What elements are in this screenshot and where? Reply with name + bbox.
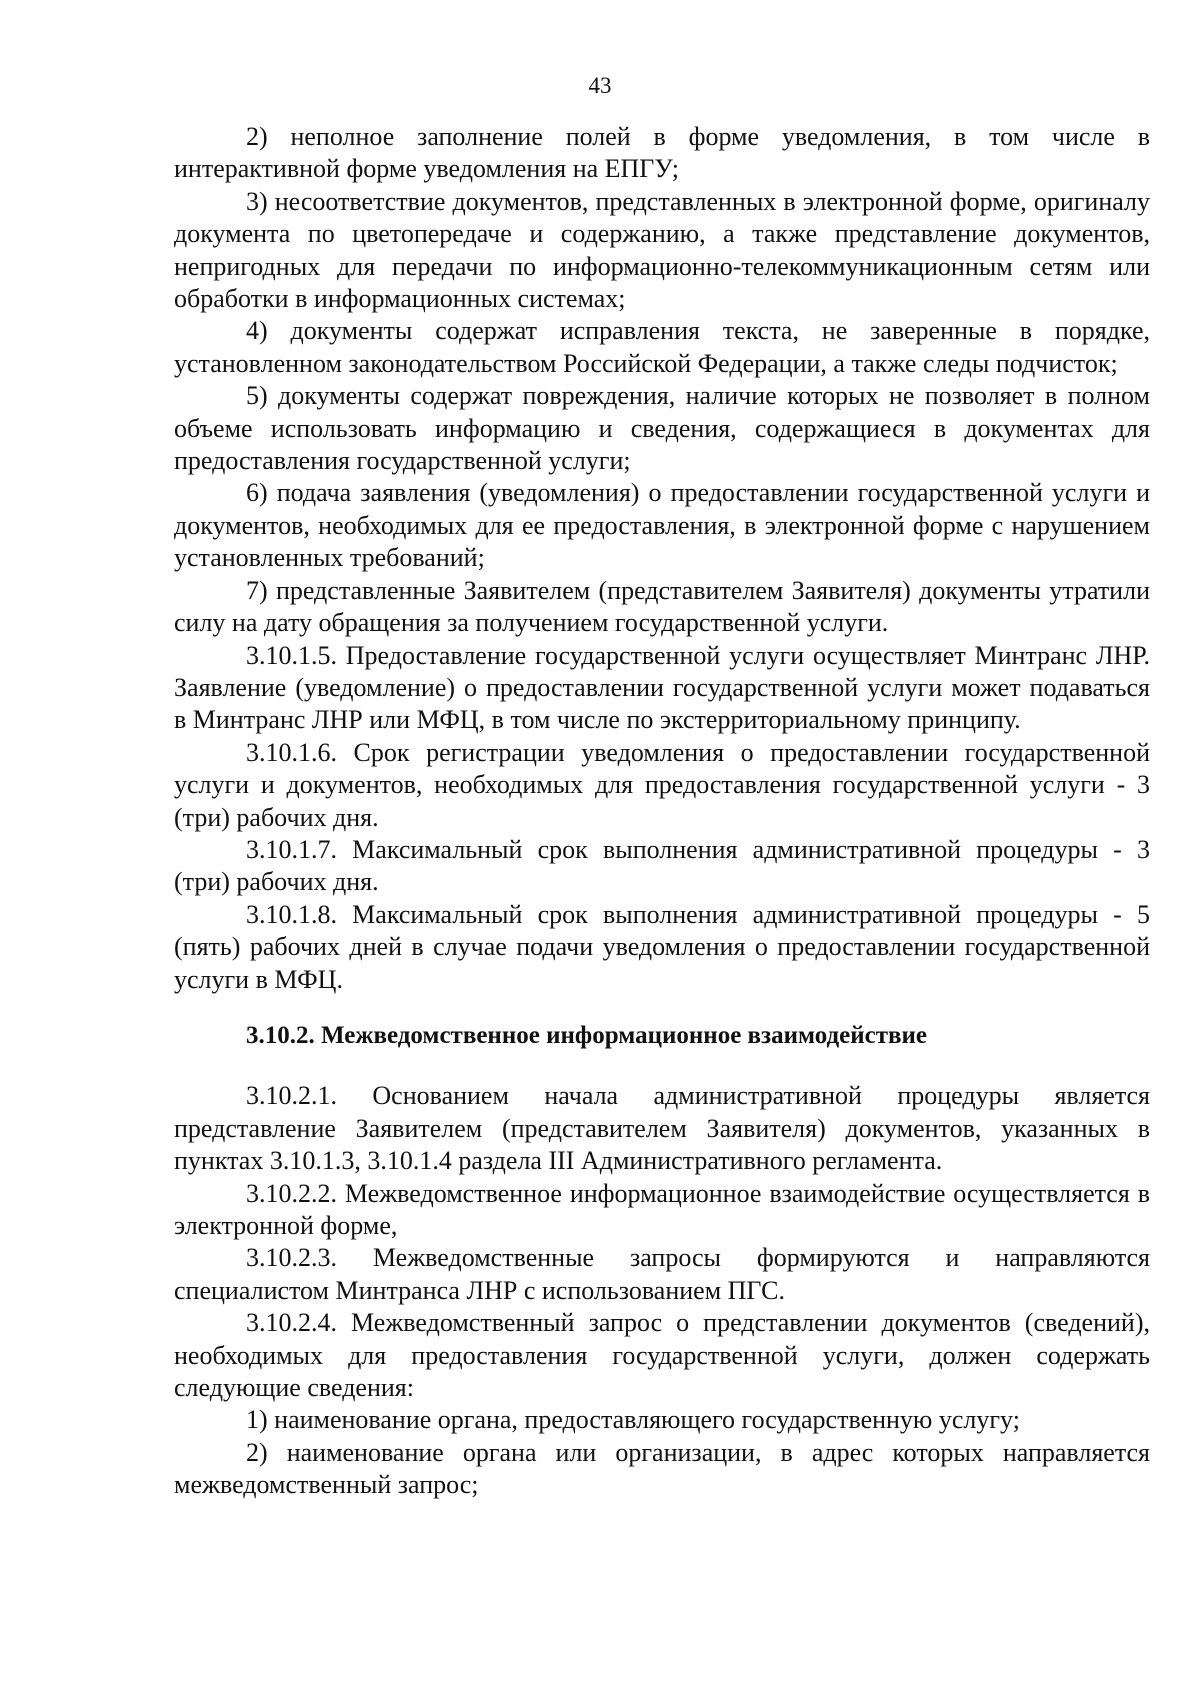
paragraph: 3.10.2.2. Межведомственное информационное взаимодействие осуществляется в электронной форме, bbox=[174, 1178, 1150, 1240]
paragraph: 3.10.1.8. Максимальный срок выполнения административной процедуры - 5 (пять) рабочих дней в случае подачи уведомления о предоставлении государственной услуги в МФЦ. bbox=[174, 899, 1150, 994]
document-body bbox=[174, 121, 1150, 1502]
paragraph: 3.10.2.4. Межведомственный запрос о представлении документов (сведений), необходимых для предоставления государственной услуги, должен содержать следующие сведения: bbox=[174, 1308, 1150, 1403]
paragraph: 4) документы содержат исправления текста, не заверенные в порядке, установленном законодательством Российской Федерации, а также следы подчисток; bbox=[174, 316, 1150, 378]
page-number: 43 bbox=[588, 73, 612, 98]
paragraph: 3.10.1.7. Максимальный срок выполнения административной процедуры - 3 (три) рабочих дня. bbox=[174, 834, 1150, 897]
paragraph: 3.10.2.3. Межведомственные запросы формируются и направляются специалистом Минтранса ЛНР с использованием ПГС. bbox=[174, 1243, 1150, 1305]
paragraph: 2) наименование органа или организации, в адрес которых направляется межведомственный запрос; bbox=[174, 1437, 1150, 1500]
paragraph: 3.10.2.1. Основанием начала административной процедуры является представление Заявителем (представителем Заявителя) документов, указанных в пунктах 3.10.1.3, 3.10.1.4 раздела III Административного регламента. bbox=[174, 1081, 1150, 1176]
paragraph: 2) неполное заполнение полей в форме уведомления, в том числе в интерактивной форме уведомления на ЕПГУ; bbox=[174, 122, 1150, 184]
paragraph: 3) несоответствие документов, представленных в электронной форме, оригиналу документа по цветопередаче и содержанию, а также представление документов, непригодных для передачи по информационно-телекоммуникационным сетям или обработки в информационных системах; bbox=[174, 186, 1150, 314]
paragraph: 3.10.1.5. Предоставление государственной услуги осуществляет Минтранс ЛНР. Заявление (уведомление) о предоставлении государственной услуги может подаваться в Минтранс ЛНР или МФЦ, в том числе по экстерриториальному принципу. bbox=[174, 640, 1150, 735]
paragraph: 6) подача заявления (уведомления) о предоставлении государственной услуги и документов, необходимых для ее предоставления, в электронной форме с нарушением установленных требований; bbox=[174, 478, 1150, 573]
paragraph: 5) документы содержат повреждения, наличие которых не позволяет в полном объеме использовать информацию и сведения, содержащиеся в документах для предоставления государственной услуги; bbox=[174, 381, 1150, 476]
paragraph: 1) наименование органа, предоставляющего государственную услугу; bbox=[246, 1405, 1020, 1435]
paragraph: 7) представленные Заявителем (представителем Заявителя) документы утратили силу на дату обращения за получением государственной услуги. bbox=[174, 575, 1150, 638]
paragraph: 3.10.1.6. Срок регистрации уведомления о предоставлении государственной услуги и документов, необходимых для предоставления государственной услуги - 3 (три) рабочих дня. bbox=[174, 737, 1150, 832]
section-heading: 3.10.2. Межведомственное информационное взаимодействие bbox=[246, 1021, 927, 1049]
